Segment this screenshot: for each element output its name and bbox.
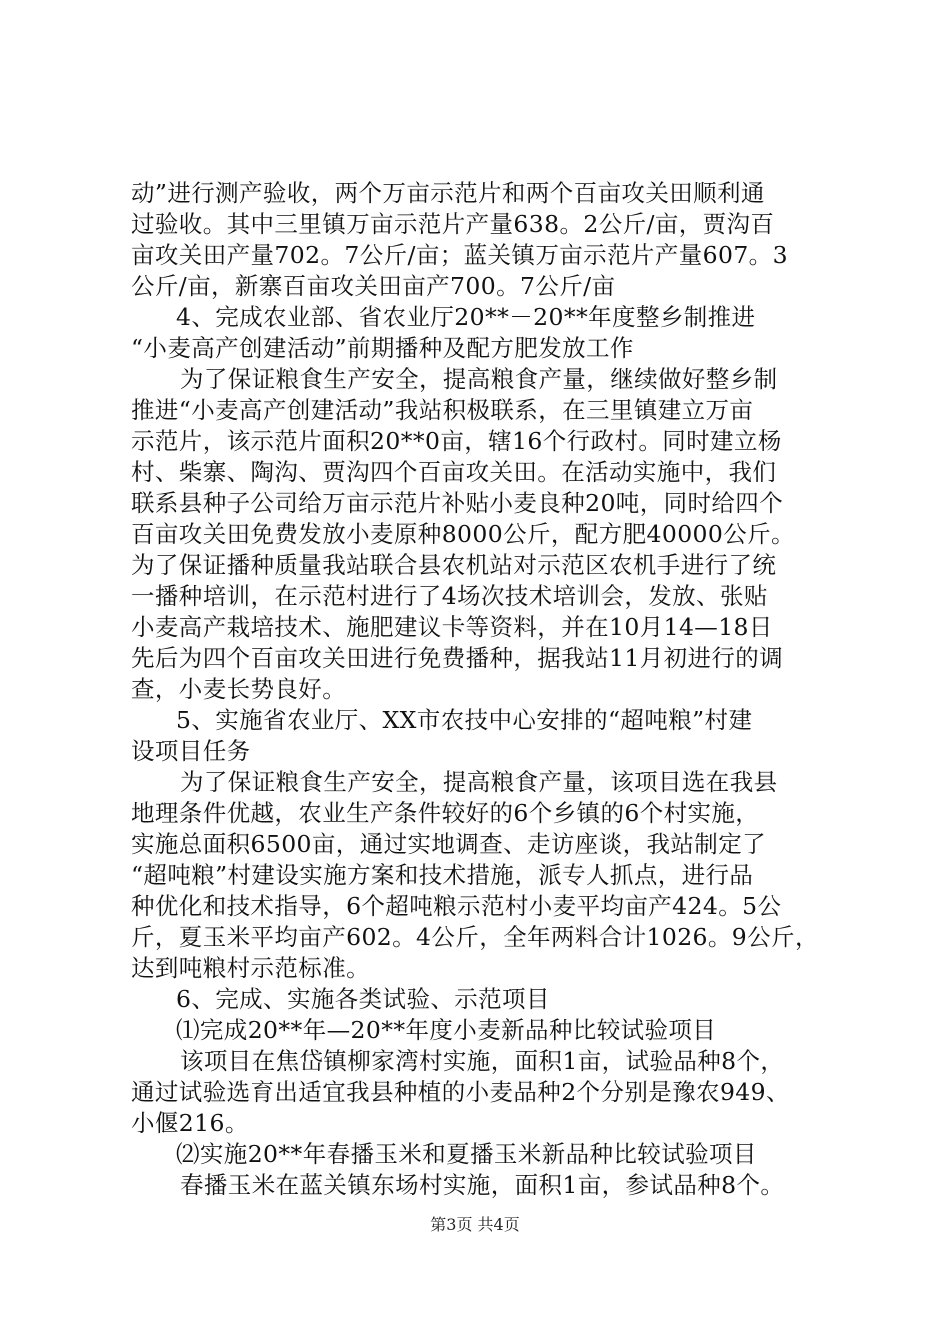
subsection-heading: ⑴完成20**年—20**年度小麦新品种比较试验项目: [176, 1016, 717, 1044]
body-line: 通过试验选育出适宜我县种植的小麦品种2个分别是豫农949、: [131, 1078, 790, 1106]
body-line: 动”进行测产验收，两个万亩示范片和两个百亩攻关田顺利通: [131, 179, 765, 207]
body-line: 联系县种子公司给万亩示范片补贴小麦良种20吨，同时给四个: [131, 489, 784, 517]
body-line: 过验收。其中三里镇万亩示范片产量638。2公斤/亩，贾沟百: [131, 210, 775, 238]
body-line: 小麦高产栽培技术、施肥建议卡等资料，并在10月14—18日: [131, 613, 773, 641]
body-line: 春播玉米在蓝关镇东场村实施，面积1亩，参试品种8个。: [180, 1171, 785, 1199]
body-line: 斤，夏玉米平均亩产602。4公斤，全年两料合计1026。9公斤，: [131, 923, 819, 951]
subsection-heading: ⑵实施20**年春播玉米和夏播玉米新品种比较试验项目: [176, 1140, 757, 1168]
body-line: 亩攻关田产量702。7公斤/亩；蓝关镇万亩示范片产量607。3: [131, 241, 788, 269]
body-line: 推进“小麦高产创建活动”我站积极联系，在三里镇建立万亩: [131, 396, 754, 424]
body-line: 小偃216。: [131, 1109, 249, 1137]
body-line: 先后为四个百亩攻关田进行免费播种，据我站11月初进行的调: [131, 644, 784, 672]
body-line: 实施总面积6500亩，通过实地调查、走访座谈，我站制定了: [131, 830, 767, 858]
body-line: 公斤/亩，新寨百亩攻关田亩产700。7公斤/亩: [131, 272, 616, 300]
body-line: “超吨粮”村建设实施方案和技术措施，派专人抓点，进行品: [131, 861, 754, 889]
section-heading: 5、实施省农业厅、XX市农技中心安排的“超吨粮”村建: [176, 706, 753, 734]
body-line: 种优化和技术指导，6个超吨粮示范村小麦平均亩产424。5公: [131, 892, 782, 920]
section-heading: 6、完成、实施各类试验、示范项目: [176, 985, 550, 1013]
section-heading: “小麦高产创建活动”前期播种及配方肥发放工作: [131, 334, 634, 362]
body-line: 达到吨粮村示范标准。: [131, 954, 370, 982]
body-line: 该项目在焦岱镇柳家湾村实施，面积1亩，试验品种8个，: [180, 1047, 785, 1075]
body-line: 示范片，该示范片面积20**0亩，辖16个行政村。同时建立杨: [131, 427, 782, 455]
body-line: 百亩攻关田免费发放小麦原种8000公斤，配方肥40000公斤。: [131, 520, 795, 548]
page-number: 第3页 共4页: [430, 1215, 520, 1234]
section-heading: 4、完成农业部、省农业厅20**－20**年度整乡制推进: [176, 303, 756, 331]
body-line: 为了保证粮食生产安全，提高粮食产量，该项目选在我县: [180, 768, 778, 796]
section-heading: 设项目任务: [131, 737, 251, 765]
body-line: 村、柴寨、陶沟、贾沟四个百亩攻关田。在活动实施中，我们: [131, 458, 777, 486]
body-line: 查，小麦长势良好。: [131, 675, 347, 703]
body-line: 为了保证粮食生产安全，提高粮食产量，继续做好整乡制: [180, 365, 778, 393]
body-line: 为了保证播种质量我站联合县农机站对示范区农机手进行了统: [131, 551, 777, 579]
body-line: 一播种培训，在示范村进行了4场次技术培训会，发放、张贴: [131, 582, 768, 610]
body-line: 地理条件优越，农业生产条件较好的6个乡镇的6个村实施，: [131, 799, 760, 827]
